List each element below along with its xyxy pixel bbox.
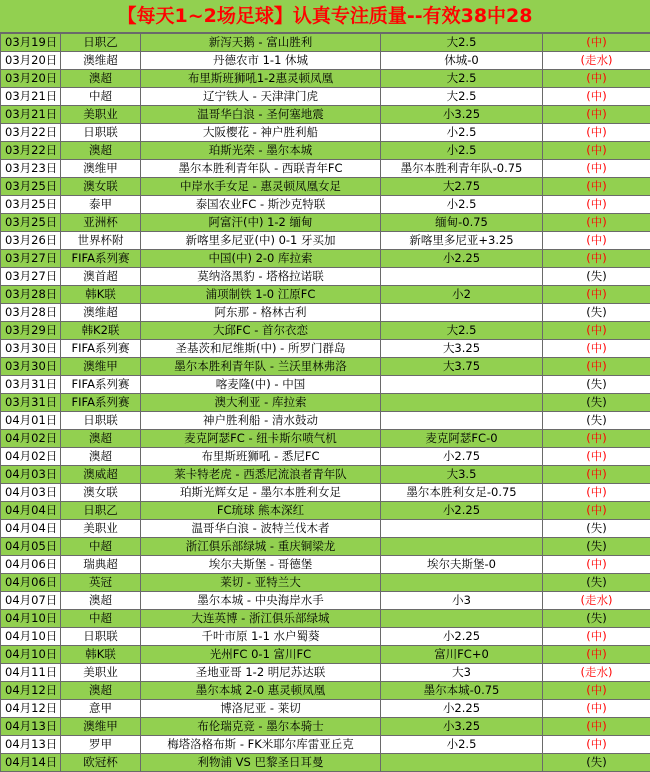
tip-cell: 大2.75 bbox=[381, 178, 543, 196]
tip-cell bbox=[381, 412, 543, 430]
result-cell: (失) bbox=[543, 268, 650, 286]
result-cell: (中) bbox=[543, 34, 650, 52]
match-cell: 阿东那 - 格林古利 bbox=[141, 304, 381, 322]
date-cell: 04月12日 bbox=[1, 682, 61, 700]
tip-cell: 大2.5 bbox=[381, 70, 543, 88]
result-cell: (中) bbox=[543, 448, 650, 466]
tip-cell: 小2.5 bbox=[381, 142, 543, 160]
league-cell: 日职联 bbox=[61, 412, 141, 430]
tip-cell bbox=[381, 268, 543, 286]
result-cell: (中) bbox=[543, 286, 650, 304]
tip-cell: 小2.5 bbox=[381, 124, 543, 142]
match-cell: 利物浦 VS 巴黎圣日耳曼 bbox=[141, 754, 381, 772]
match-cell: 中岸水手女足 - 惠灵顿凤凰女足 bbox=[141, 178, 381, 196]
league-cell: 英冠 bbox=[61, 574, 141, 592]
table-row bbox=[1, 106, 650, 124]
date-cell: 03月27日 bbox=[1, 268, 61, 286]
result-cell: (中) bbox=[543, 340, 650, 358]
result-cell: (中) bbox=[543, 322, 650, 340]
match-cell: 澳大利亚 - 库拉索 bbox=[141, 394, 381, 412]
match-cell: 梅塔洛格布斯 - FK米耶尔库雷亚丘克 bbox=[141, 736, 381, 754]
date-cell: 04月10日 bbox=[1, 628, 61, 646]
date-cell: 04月13日 bbox=[1, 718, 61, 736]
date-cell: 03月31日 bbox=[1, 394, 61, 412]
match-cell: 新喀里多尼亚(中) 0-1 牙买加 bbox=[141, 232, 381, 250]
tip-cell: 大2.5 bbox=[381, 322, 543, 340]
table-row bbox=[1, 232, 650, 250]
match-cell: 浙江俱乐部绿城 - 重庆铜梁龙 bbox=[141, 538, 381, 556]
tip-cell: 富川FC+0 bbox=[381, 646, 543, 664]
league-cell: 泰甲 bbox=[61, 196, 141, 214]
match-cell: 新泻天鹅 - 富山胜利 bbox=[141, 34, 381, 52]
result-cell: (中) bbox=[543, 502, 650, 520]
match-cell: 浦项制铁 1-0 江原FC bbox=[141, 286, 381, 304]
result-cell: (走水) bbox=[543, 664, 650, 682]
table-row bbox=[1, 628, 650, 646]
tip-cell: 大2.5 bbox=[381, 88, 543, 106]
date-cell: 03月22日 bbox=[1, 124, 61, 142]
result-cell: (失) bbox=[543, 574, 650, 592]
league-cell: 日职乙 bbox=[61, 502, 141, 520]
date-cell: 03月19日 bbox=[1, 34, 61, 52]
table-row bbox=[1, 268, 650, 286]
result-cell: (中) bbox=[543, 196, 650, 214]
table-row bbox=[1, 196, 650, 214]
tip-cell bbox=[381, 304, 543, 322]
match-cell: 喀麦隆(中) - 中国 bbox=[141, 376, 381, 394]
result-cell: (中) bbox=[543, 106, 650, 124]
tip-cell bbox=[381, 610, 543, 628]
tip-cell bbox=[381, 520, 543, 538]
result-cell: (中) bbox=[543, 682, 650, 700]
match-cell: 珀斯光辉女足 - 墨尔本胜利女足 bbox=[141, 484, 381, 502]
result-cell: (中) bbox=[543, 484, 650, 502]
table-row bbox=[1, 376, 650, 394]
match-cell: 布里斯班狮吼 - 悉尼FC bbox=[141, 448, 381, 466]
date-cell: 04月10日 bbox=[1, 646, 61, 664]
result-cell: (中) bbox=[543, 628, 650, 646]
league-cell: 澳威超 bbox=[61, 466, 141, 484]
match-cell: 圣基茨和尼维斯(中) - 所罗门群岛 bbox=[141, 340, 381, 358]
date-cell: 03月28日 bbox=[1, 304, 61, 322]
league-cell: 世界杯附 bbox=[61, 232, 141, 250]
table-row bbox=[1, 718, 650, 736]
table-row bbox=[1, 358, 650, 376]
table-row bbox=[1, 556, 650, 574]
sheet-title: 【每天1~2场足球】认真专注质量--有效38中28 bbox=[0, 0, 650, 33]
date-cell: 04月04日 bbox=[1, 520, 61, 538]
date-cell: 03月30日 bbox=[1, 358, 61, 376]
league-cell: FIFA系列赛 bbox=[61, 394, 141, 412]
date-cell: 03月22日 bbox=[1, 142, 61, 160]
table-row bbox=[1, 466, 650, 484]
date-cell: 03月27日 bbox=[1, 250, 61, 268]
result-cell: (失) bbox=[543, 538, 650, 556]
table-row bbox=[1, 610, 650, 628]
result-cell: (中) bbox=[543, 142, 650, 160]
tip-cell: 埃尔夫斯堡-0 bbox=[381, 556, 543, 574]
league-cell: 澳维甲 bbox=[61, 718, 141, 736]
match-cell: 丹德农市 1-1 休城 bbox=[141, 52, 381, 70]
date-cell: 04月04日 bbox=[1, 502, 61, 520]
match-cell: 麦克阿瑟FC - 纽卡斯尔喷气机 bbox=[141, 430, 381, 448]
league-cell: 日职联 bbox=[61, 124, 141, 142]
date-cell: 04月02日 bbox=[1, 430, 61, 448]
tip-cell: 大3 bbox=[381, 664, 543, 682]
match-cell: 大邱FC - 首尔衣恋 bbox=[141, 322, 381, 340]
league-cell: FIFA系列赛 bbox=[61, 340, 141, 358]
match-cell: 辽宁铁人 - 天津津门虎 bbox=[141, 88, 381, 106]
tip-cell: 小2.75 bbox=[381, 448, 543, 466]
result-cell: (中) bbox=[543, 88, 650, 106]
tip-cell bbox=[381, 574, 543, 592]
table-row bbox=[1, 322, 650, 340]
table-row bbox=[1, 538, 650, 556]
tip-cell: 大3.25 bbox=[381, 340, 543, 358]
table-row bbox=[1, 646, 650, 664]
result-cell: (走水) bbox=[543, 52, 650, 70]
league-cell: 韩K联 bbox=[61, 286, 141, 304]
match-cell: 大阪樱花 - 神户胜利船 bbox=[141, 124, 381, 142]
result-cell: (中) bbox=[543, 700, 650, 718]
table-row bbox=[1, 484, 650, 502]
match-cell: 泰国农业FC - 斯沙克特联 bbox=[141, 196, 381, 214]
match-cell: 温哥华白浪 - 波特兰伐木者 bbox=[141, 520, 381, 538]
tip-cell bbox=[381, 538, 543, 556]
league-cell: 澳超 bbox=[61, 430, 141, 448]
result-cell: (失) bbox=[543, 376, 650, 394]
league-cell: 意甲 bbox=[61, 700, 141, 718]
match-cell: 大连英博 - 浙江俱乐部绿城 bbox=[141, 610, 381, 628]
league-cell: 瑞典超 bbox=[61, 556, 141, 574]
match-cell: 埃尔夫斯堡 - 哥德堡 bbox=[141, 556, 381, 574]
result-cell: (走水) bbox=[543, 592, 650, 610]
tip-cell: 小2.5 bbox=[381, 736, 543, 754]
tip-cell: 小2.25 bbox=[381, 502, 543, 520]
result-cell: (中) bbox=[543, 466, 650, 484]
date-cell: 03月26日 bbox=[1, 232, 61, 250]
match-cell: FC琉球 熊本深红 bbox=[141, 502, 381, 520]
date-cell: 04月11日 bbox=[1, 664, 61, 682]
result-cell: (中) bbox=[543, 430, 650, 448]
league-cell: 澳维超 bbox=[61, 304, 141, 322]
match-cell: 中国(中) 2-0 库拉索 bbox=[141, 250, 381, 268]
table-row bbox=[1, 124, 650, 142]
tip-cell bbox=[381, 394, 543, 412]
tip-cell: 大3.75 bbox=[381, 358, 543, 376]
table-row bbox=[1, 286, 650, 304]
tip-cell: 墨尔本胜利女足-0.75 bbox=[381, 484, 543, 502]
date-cell: 04月06日 bbox=[1, 574, 61, 592]
table-row bbox=[1, 592, 650, 610]
match-cell: 墨尔本胜利青年队 - 西联青年FC bbox=[141, 160, 381, 178]
table-row bbox=[1, 520, 650, 538]
result-cell: (中) bbox=[543, 232, 650, 250]
date-cell: 04月06日 bbox=[1, 556, 61, 574]
table-row bbox=[1, 304, 650, 322]
match-cell: 布伦瑞克竞 - 墨尔本骑士 bbox=[141, 718, 381, 736]
date-cell: 04月07日 bbox=[1, 592, 61, 610]
table-row bbox=[1, 664, 650, 682]
result-cell: (中) bbox=[543, 358, 650, 376]
tip-cell: 小3 bbox=[381, 592, 543, 610]
tip-cell: 小2.25 bbox=[381, 700, 543, 718]
date-cell: 03月29日 bbox=[1, 322, 61, 340]
table-row bbox=[1, 34, 650, 52]
table-row bbox=[1, 142, 650, 160]
result-cell: (失) bbox=[543, 304, 650, 322]
date-cell: 04月12日 bbox=[1, 700, 61, 718]
table-row bbox=[1, 700, 650, 718]
match-cell: 神户胜利船 - 清水鼓动 bbox=[141, 412, 381, 430]
tip-cell bbox=[381, 754, 543, 772]
date-cell: 03月25日 bbox=[1, 196, 61, 214]
date-cell: 04月03日 bbox=[1, 484, 61, 502]
table-row bbox=[1, 412, 650, 430]
result-cell: (中) bbox=[543, 736, 650, 754]
tip-cell: 墨尔本胜利青年队-0.75 bbox=[381, 160, 543, 178]
tip-cell: 休城-0 bbox=[381, 52, 543, 70]
date-cell: 03月20日 bbox=[1, 70, 61, 88]
table-row bbox=[1, 160, 650, 178]
result-cell: (失) bbox=[543, 754, 650, 772]
date-cell: 03月25日 bbox=[1, 214, 61, 232]
league-cell: 澳超 bbox=[61, 592, 141, 610]
table-row bbox=[1, 340, 650, 358]
match-cell: 千叶市原 1-1 水户蜀葵 bbox=[141, 628, 381, 646]
league-cell: 澳维甲 bbox=[61, 160, 141, 178]
tip-cell: 小2.25 bbox=[381, 250, 543, 268]
league-cell: 韩K2联 bbox=[61, 322, 141, 340]
match-cell: 墨尔本胜利青年队 - 兰沃里林弗洛 bbox=[141, 358, 381, 376]
table-row bbox=[1, 502, 650, 520]
league-cell: 澳超 bbox=[61, 448, 141, 466]
table-row bbox=[1, 736, 650, 754]
table-row bbox=[1, 88, 650, 106]
table-row bbox=[1, 430, 650, 448]
match-cell: 圣地亚哥 1-2 明尼苏达联 bbox=[141, 664, 381, 682]
league-cell: FIFA系列赛 bbox=[61, 250, 141, 268]
league-cell: 罗甲 bbox=[61, 736, 141, 754]
match-cell: 莱卡特老虎 - 西悉尼流浪者青年队 bbox=[141, 466, 381, 484]
date-cell: 03月25日 bbox=[1, 178, 61, 196]
tip-cell: 小2.25 bbox=[381, 628, 543, 646]
result-cell: (中) bbox=[543, 70, 650, 88]
table-row bbox=[1, 52, 650, 70]
match-cell: 珀斯光荣 - 墨尔本城 bbox=[141, 142, 381, 160]
tip-cell: 大3.5 bbox=[381, 466, 543, 484]
league-cell: 亚洲杯 bbox=[61, 214, 141, 232]
tip-cell: 小2.5 bbox=[381, 196, 543, 214]
league-cell: 澳女联 bbox=[61, 484, 141, 502]
match-cell: 温哥华白浪 - 圣何塞地震 bbox=[141, 106, 381, 124]
date-cell: 04月13日 bbox=[1, 736, 61, 754]
league-cell: 日职联 bbox=[61, 628, 141, 646]
date-cell: 04月01日 bbox=[1, 412, 61, 430]
league-cell: 美职业 bbox=[61, 664, 141, 682]
league-cell: 欧冠杯 bbox=[61, 754, 141, 772]
table-row bbox=[1, 214, 650, 232]
league-cell: 中超 bbox=[61, 88, 141, 106]
league-cell: 澳女联 bbox=[61, 178, 141, 196]
result-cell: (失) bbox=[543, 610, 650, 628]
table-row bbox=[1, 682, 650, 700]
date-cell: 04月02日 bbox=[1, 448, 61, 466]
league-cell: 美职业 bbox=[61, 520, 141, 538]
date-cell: 03月21日 bbox=[1, 106, 61, 124]
date-cell: 03月30日 bbox=[1, 340, 61, 358]
table-row bbox=[1, 754, 650, 772]
result-cell: (失) bbox=[543, 412, 650, 430]
tip-cell: 新喀里多尼亚+3.25 bbox=[381, 232, 543, 250]
league-cell: FIFA系列赛 bbox=[61, 376, 141, 394]
tip-cell: 大2.5 bbox=[381, 34, 543, 52]
results-table bbox=[0, 33, 650, 772]
league-cell: 澳超 bbox=[61, 682, 141, 700]
league-cell: 澳首超 bbox=[61, 268, 141, 286]
date-cell: 04月03日 bbox=[1, 466, 61, 484]
table-row bbox=[1, 394, 650, 412]
result-cell: (中) bbox=[543, 160, 650, 178]
league-cell: 澳维超 bbox=[61, 52, 141, 70]
table-row bbox=[1, 250, 650, 268]
tip-cell: 小3.25 bbox=[381, 718, 543, 736]
result-cell: (中) bbox=[543, 124, 650, 142]
date-cell: 03月21日 bbox=[1, 88, 61, 106]
match-cell: 墨尔本城 - 中央海岸水手 bbox=[141, 592, 381, 610]
tip-cell: 缅甸-0.75 bbox=[381, 214, 543, 232]
tip-cell: 小3.25 bbox=[381, 106, 543, 124]
match-cell: 莱切 - 亚特兰大 bbox=[141, 574, 381, 592]
date-cell: 03月31日 bbox=[1, 376, 61, 394]
table-row bbox=[1, 178, 650, 196]
result-cell: (中) bbox=[543, 556, 650, 574]
match-cell: 博洛尼亚 - 莱切 bbox=[141, 700, 381, 718]
table-row bbox=[1, 70, 650, 88]
match-cell: 莫纳洛黑豹 - 塔格拉诺联 bbox=[141, 268, 381, 286]
date-cell: 03月28日 bbox=[1, 286, 61, 304]
tip-cell bbox=[381, 376, 543, 394]
tip-cell: 麦克阿瑟FC-0 bbox=[381, 430, 543, 448]
tip-cell: 小2 bbox=[381, 286, 543, 304]
table-row bbox=[1, 574, 650, 592]
match-cell: 光州FC 0-1 富川FC bbox=[141, 646, 381, 664]
result-cell: (中) bbox=[543, 646, 650, 664]
league-cell: 中超 bbox=[61, 538, 141, 556]
date-cell: 04月14日 bbox=[1, 754, 61, 772]
table-row bbox=[1, 448, 650, 466]
league-cell: 韩K联 bbox=[61, 646, 141, 664]
league-cell: 澳超 bbox=[61, 70, 141, 88]
league-cell: 美职业 bbox=[61, 106, 141, 124]
match-cell: 阿富汗(中) 1-2 缅甸 bbox=[141, 214, 381, 232]
result-cell: (中) bbox=[543, 214, 650, 232]
league-cell: 中超 bbox=[61, 610, 141, 628]
league-cell: 澳维甲 bbox=[61, 358, 141, 376]
match-cell: 墨尔本城 2-0 惠灵顿凤凰 bbox=[141, 682, 381, 700]
match-cell: 布里斯班狮吼1-2惠灵顿凤凰 bbox=[141, 70, 381, 88]
league-cell: 日职乙 bbox=[61, 34, 141, 52]
date-cell: 03月23日 bbox=[1, 160, 61, 178]
result-cell: (中) bbox=[543, 718, 650, 736]
league-cell: 澳超 bbox=[61, 142, 141, 160]
result-cell: (中) bbox=[543, 250, 650, 268]
date-cell: 04月10日 bbox=[1, 610, 61, 628]
date-cell: 03月20日 bbox=[1, 52, 61, 70]
date-cell: 04月05日 bbox=[1, 538, 61, 556]
tip-cell: 墨尔本城-0.75 bbox=[381, 682, 543, 700]
result-cell: (失) bbox=[543, 520, 650, 538]
result-cell: (失) bbox=[543, 394, 650, 412]
result-cell: (中) bbox=[543, 178, 650, 196]
